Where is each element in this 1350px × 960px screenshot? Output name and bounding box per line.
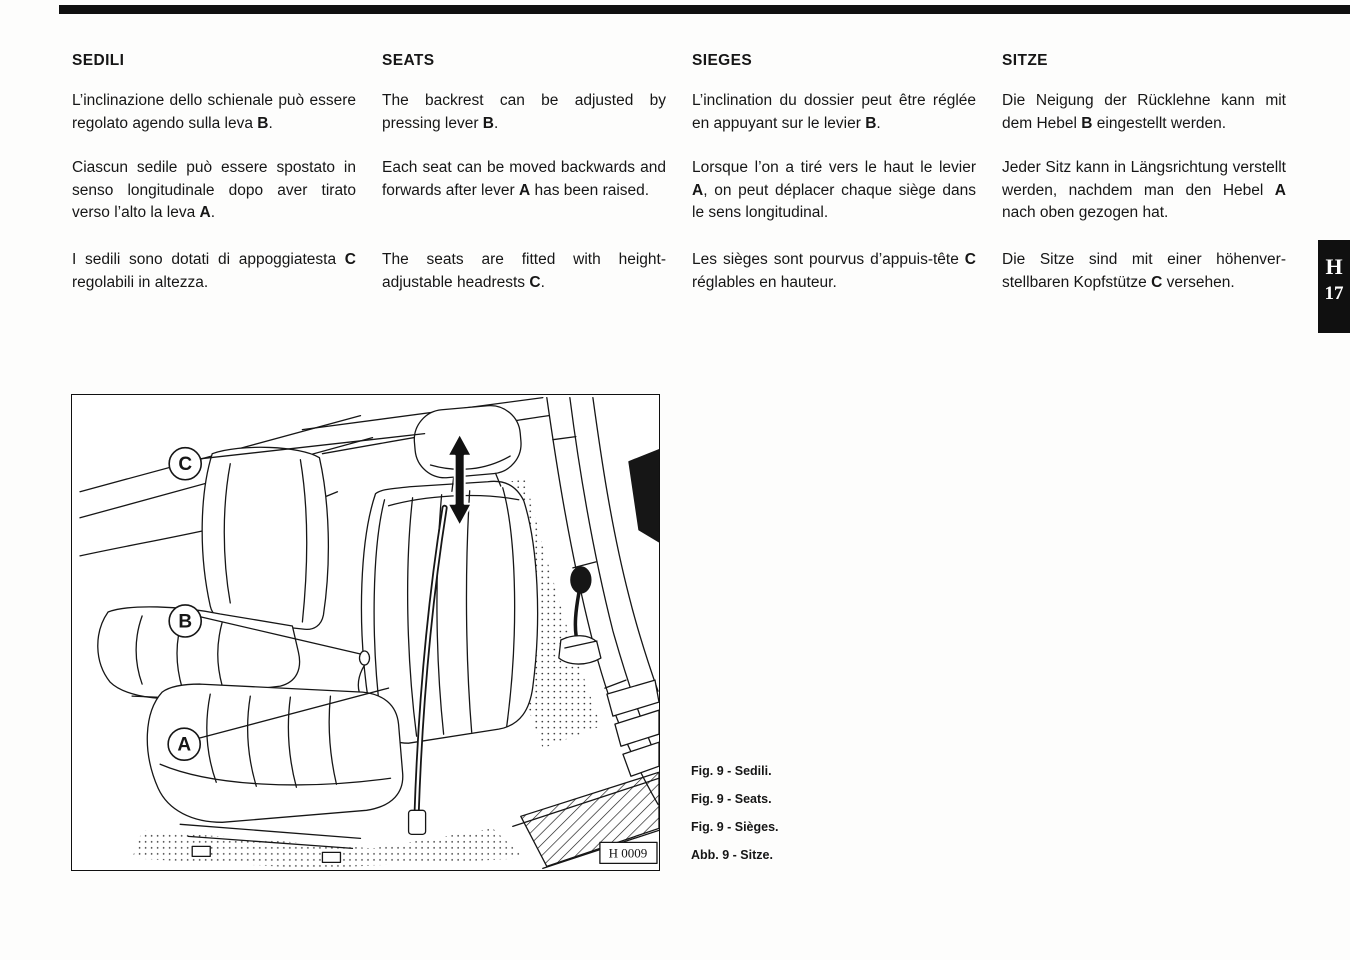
seat-illustration: [72, 395, 659, 870]
paragraph: Die Sitze sind mit einer höhenverstellbaren Kopfstütze C versehen.: [1002, 251, 1286, 291]
column-sieges: [692, 52, 976, 294]
paragraph: Ciascun sedile può essere spostato in senso longitudinale dopo aver tirato verso l’alto la leva A.: [72, 159, 356, 221]
label-b-letter: B: [178, 611, 193, 633]
door-panel-vents: [607, 680, 659, 776]
label-c-letter: C: [178, 454, 193, 476]
drawing-stamp-text: H 0009: [608, 845, 648, 861]
column-heading: SEATS: [382, 52, 435, 69]
label-b: [169, 605, 201, 637]
top-rule: [59, 5, 1350, 14]
figure-caption: Fig. 9 - Sièges.: [691, 820, 779, 834]
text-columns: [72, 52, 1286, 294]
paragraph: L’inclination du dossier peut être réglée en appuyant sur le levier B.: [692, 92, 976, 132]
figure-9-seats: [71, 394, 660, 871]
paragraph: Jeder Sitz kann in Längsrichtung verstellt werden, nachdem man den Hebel A nach oben gezogen hat.: [1002, 159, 1286, 221]
paragraph: Die Neigung der Rücklehne kann mit dem Hebel B eingestellt werden.: [1002, 92, 1286, 132]
figure-caption: Abb. 9 - Sitze.: [691, 848, 773, 862]
column-seats: [382, 52, 666, 294]
label-c: [169, 448, 201, 480]
column-body: [72, 90, 356, 294]
height-adjust-arrow-icon: [448, 434, 472, 526]
paragraph: The backrest can be adjusted by pressing lever B.: [382, 92, 666, 132]
paragraph: Lorsque l’on a tiré vers le haut le levier A, on peut déplacer chaque siège dans le sens longitudinal.: [692, 159, 976, 221]
column-heading: SIEGES: [692, 52, 753, 69]
figure-caption: Fig. 9 - Seats.: [691, 792, 772, 806]
door-frame: [547, 398, 659, 805]
paragraph: The seats are fitted with height-adjustable headrests C.: [382, 251, 666, 291]
rear-seat: [98, 447, 329, 702]
paragraph: Each seat can be moved backwards and forwards after lever A has been raised.: [382, 159, 666, 199]
figure-caption: Fig. 9 - Sedili.: [691, 764, 772, 778]
column-sitze: [1002, 52, 1286, 294]
paragraph: L’inclinazione dello schienale può essere regolato agendo sulla leva B.: [72, 92, 356, 132]
label-a: [168, 728, 200, 760]
column-body: [1002, 90, 1286, 294]
column-heading: SEDILI: [72, 52, 125, 69]
column-sedili: [72, 52, 356, 294]
paragraph: Les sièges sont pourvus d’appuis-tête C réglables en hauteur.: [692, 251, 976, 291]
column-body: [692, 90, 976, 294]
paragraph: I sedili sono dotati di appoggiatesta C regolabili in altezza.: [72, 251, 356, 291]
drawing-stamp: [600, 842, 657, 863]
figure-captions: [691, 764, 779, 876]
section-page-number: 17: [1324, 283, 1344, 304]
column-body: [382, 90, 666, 294]
label-a-letter: A: [177, 734, 192, 756]
column-heading: SITZE: [1002, 52, 1048, 69]
gear-lever: [559, 567, 601, 664]
section-tab: [1318, 240, 1350, 333]
section-letter: H: [1325, 254, 1343, 279]
